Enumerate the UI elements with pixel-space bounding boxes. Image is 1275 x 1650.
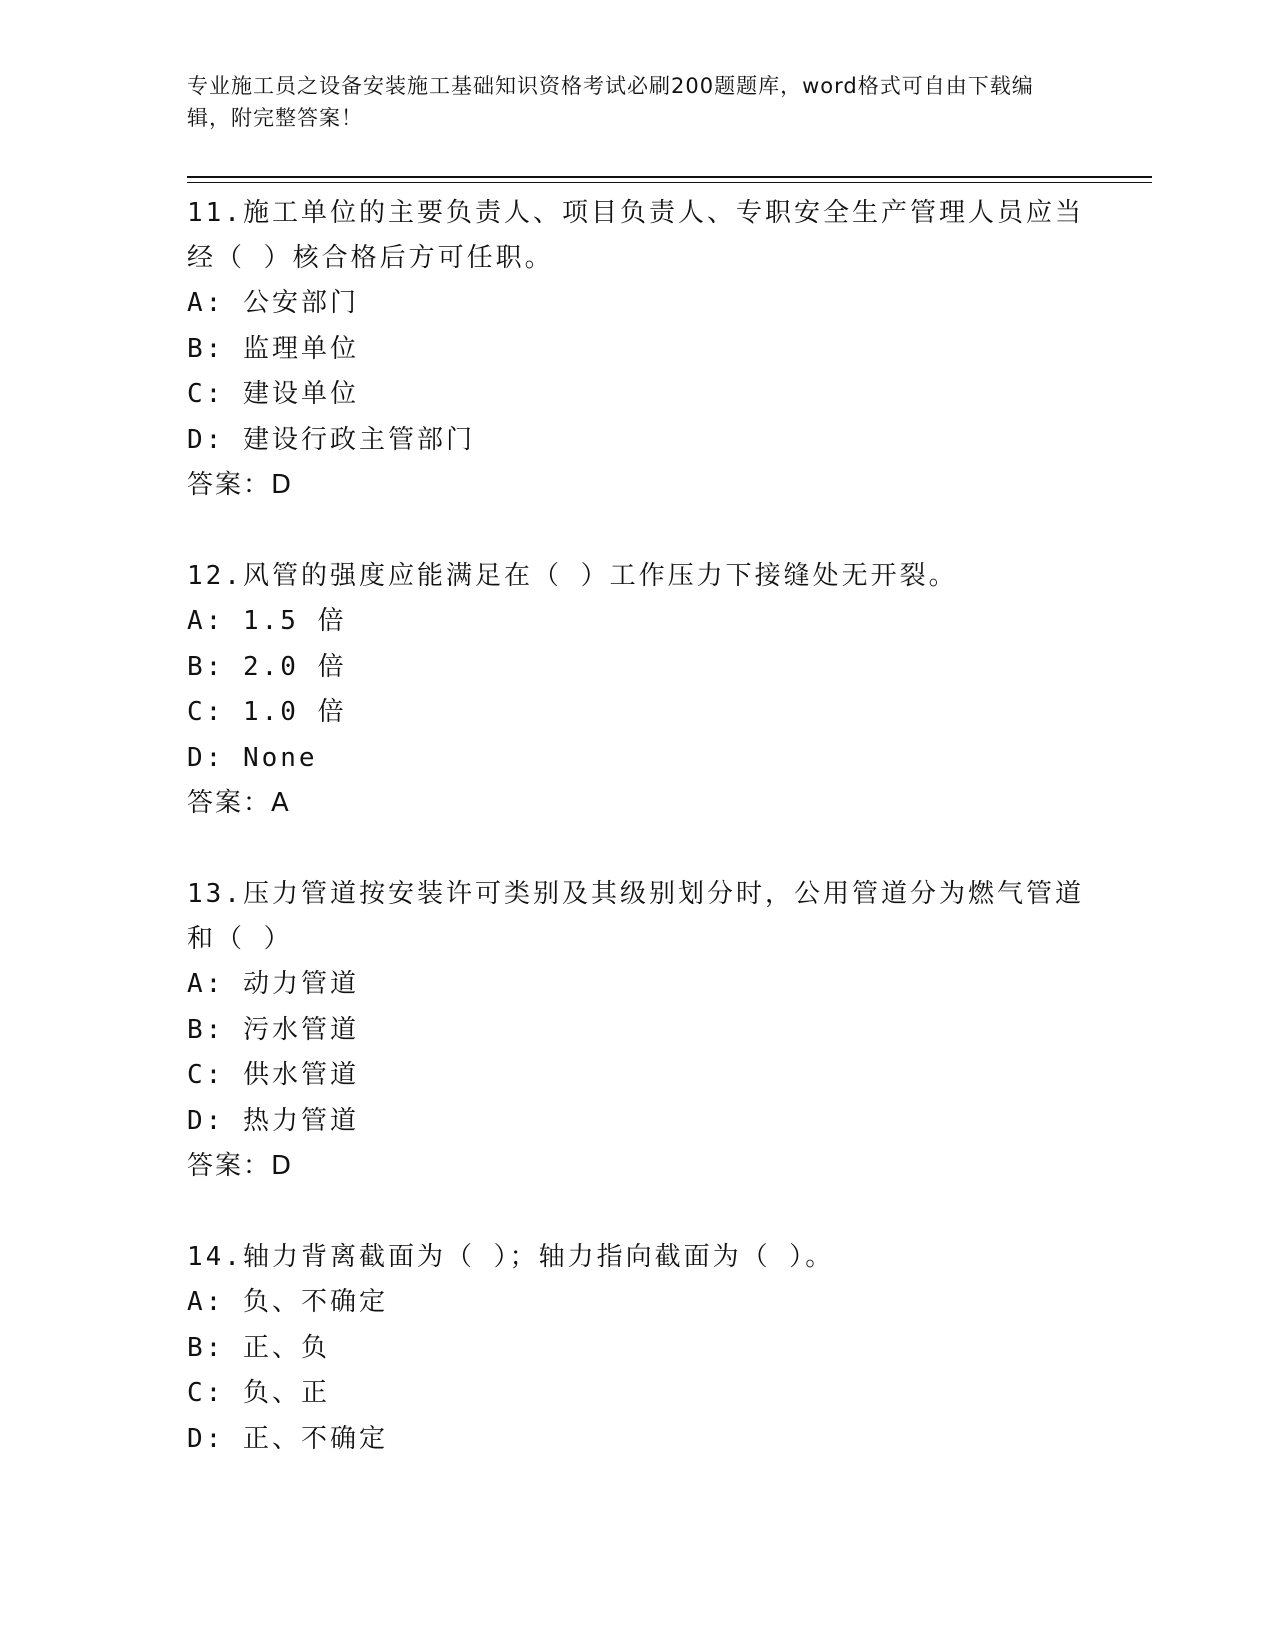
question-stem: 11.施工单位的主要负责人、项目负责人、专职安全生产管理人员应当经（ ）核合格后方可任职。 [187, 198, 1084, 273]
answer: 答案：A [187, 788, 291, 818]
option-a: A: 1.5 倍 [187, 606, 347, 636]
header-divider-thick [187, 176, 1152, 178]
question-stem: 14.轴力背离截面为（ ）；轴力指向截面为（ ）。 [187, 1242, 835, 1272]
document-header [187, 70, 1067, 134]
option-a: A: 公安部门 [187, 288, 359, 318]
answer: 答案：D [187, 1151, 294, 1181]
option-c: C: 1.0 倍 [187, 697, 347, 727]
answer: 答案：D [187, 470, 294, 500]
option-d: D: None [187, 742, 318, 773]
option-d: D: 热力管道 [187, 1105, 359, 1136]
option-b: B: 监理单位 [187, 333, 359, 364]
option-c: C: 负、正 [187, 1378, 330, 1408]
question-spacer [187, 508, 1087, 551]
question-13 [187, 872, 1087, 1189]
question-stem: 12.风管的强度应能满足在（ ）工作压力下接缝处无开裂。 [187, 561, 958, 591]
option-b: B: 正、负 [187, 1332, 330, 1363]
option-c: C: 建设单位 [187, 379, 359, 409]
option-b: B: 污水管道 [187, 1014, 359, 1045]
option-a: A: 动力管道 [187, 969, 359, 999]
header-divider-thin [187, 182, 1152, 183]
question-spacer [187, 1189, 1087, 1232]
option-b: B: 2.0 倍 [187, 651, 347, 682]
option-d: D: 正、不确定 [187, 1423, 388, 1454]
question-11 [187, 191, 1087, 508]
option-c: C: 供水管道 [187, 1060, 359, 1090]
question-12 [187, 554, 1087, 826]
option-a: A: 负、不确定 [187, 1287, 388, 1317]
question-14 [187, 1235, 1087, 1462]
question-list [187, 188, 1087, 1462]
document-title: 专业施工员之设备安装施工基础知识资格考试必刷200题题库，word格式可自由下载编辑，附完整答案！ [187, 74, 1034, 130]
question-spacer [187, 826, 1087, 869]
question-stem: 13.压力管道按安装许可类别及其级别划分时，公用管道分为燃气管道和（ ） [187, 879, 1084, 954]
option-d: D: 建设行政主管部门 [187, 424, 475, 455]
